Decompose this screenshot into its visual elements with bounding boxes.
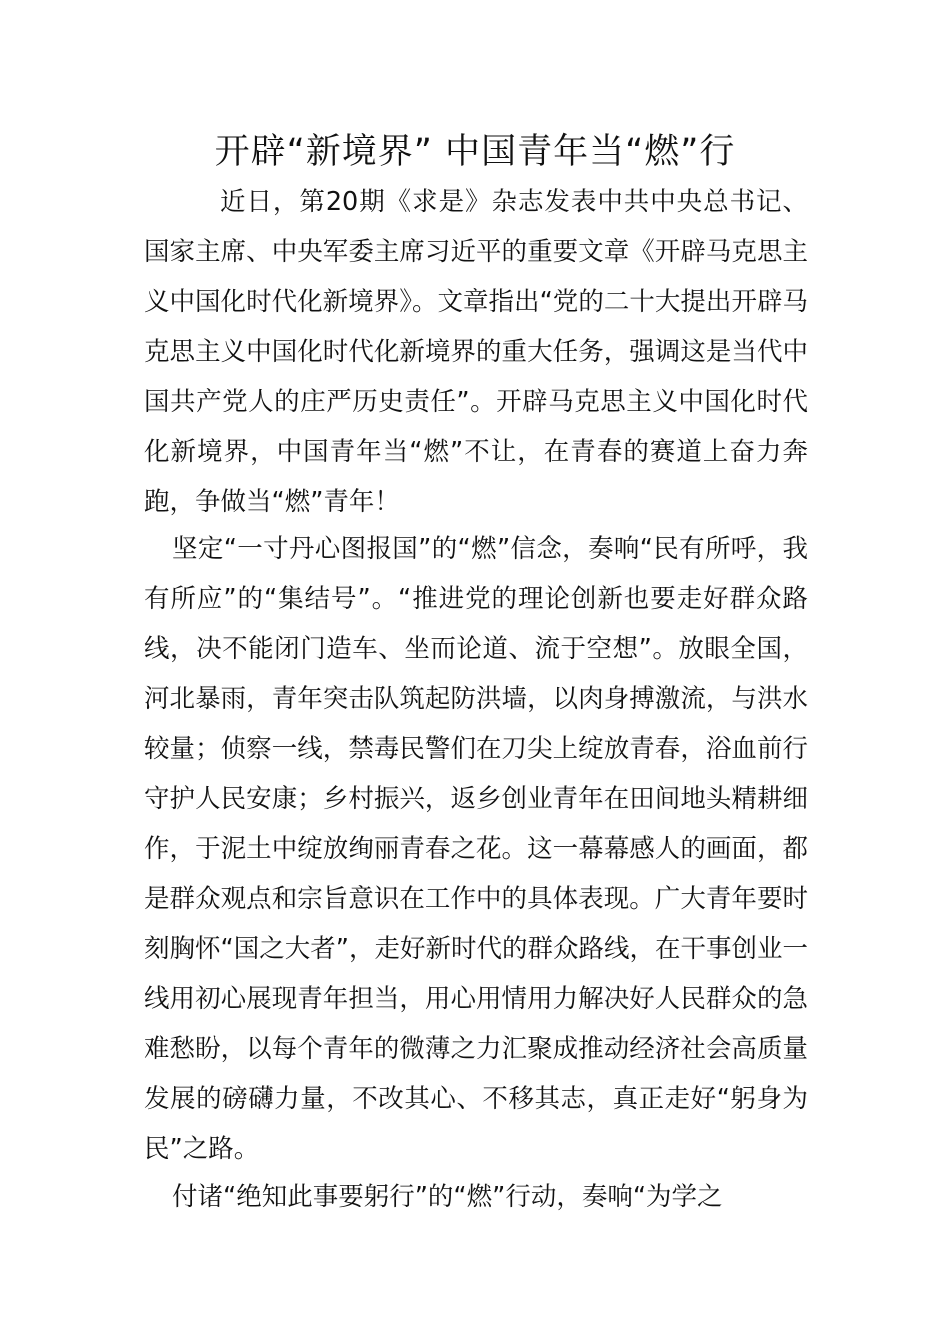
paragraph-2: 坚定“一寸丹心图报国”的“燃”信念，奏响“民有所呼，我有所应”的“集结号”。“推进党的理论创新也要走好群众路线，决不能闭门造车、坐而论道、流于空想”。放眼全国，河北暴雨，青年突击队筑起防洪墙，以肉身搏激流，与洪水较量；侦察一线，禁毒民警们在刀尖上绽放青春，浴血前行守护人民安康；乡村振兴，返乡创业青年在田间地头精耕细作，于泥土中绽放绚丽青春之花。这一幕幕感人的画面，都是群众观点和宗旨意识在工作中的具体表现。广大青年要时刻胸怀“国之大者”，走好新时代的群众路线，在干事创业一线用初心展现青年担当，用心用情用力解决好人民群众的急难愁盼，以每个青年的微薄之力汇聚成推动经济社会高质量发展的磅礴力量，不改其心、不移其志，真正走好“躬身为民”之路。 xyxy=(144,534,808,1164)
document-title: 开辟“新境界” 中国青年当“燃”行 xyxy=(214,132,736,172)
paragraph-1: 近日，第20期《求是》杂志发表中共中央总书记、国家主席、中央军委主席习近平的重要文章《开辟马克思主义中国化时代化新境界》。文章指出“党的二十大提出开辟马克思主义中国化时代化新境界的重大任务，强调这是当代中国共产党人的庄严历史责任”。开辟马克思主义中国化时代化新境界，中国青年当“燃”不让，在青春的赛道上奋力奔跑，争做当“燃”青年！ xyxy=(144,187,808,517)
paragraph-3: 付诸“绝知此事要躬行”的“燃”行动，奏响“为学之 xyxy=(172,1182,723,1212)
